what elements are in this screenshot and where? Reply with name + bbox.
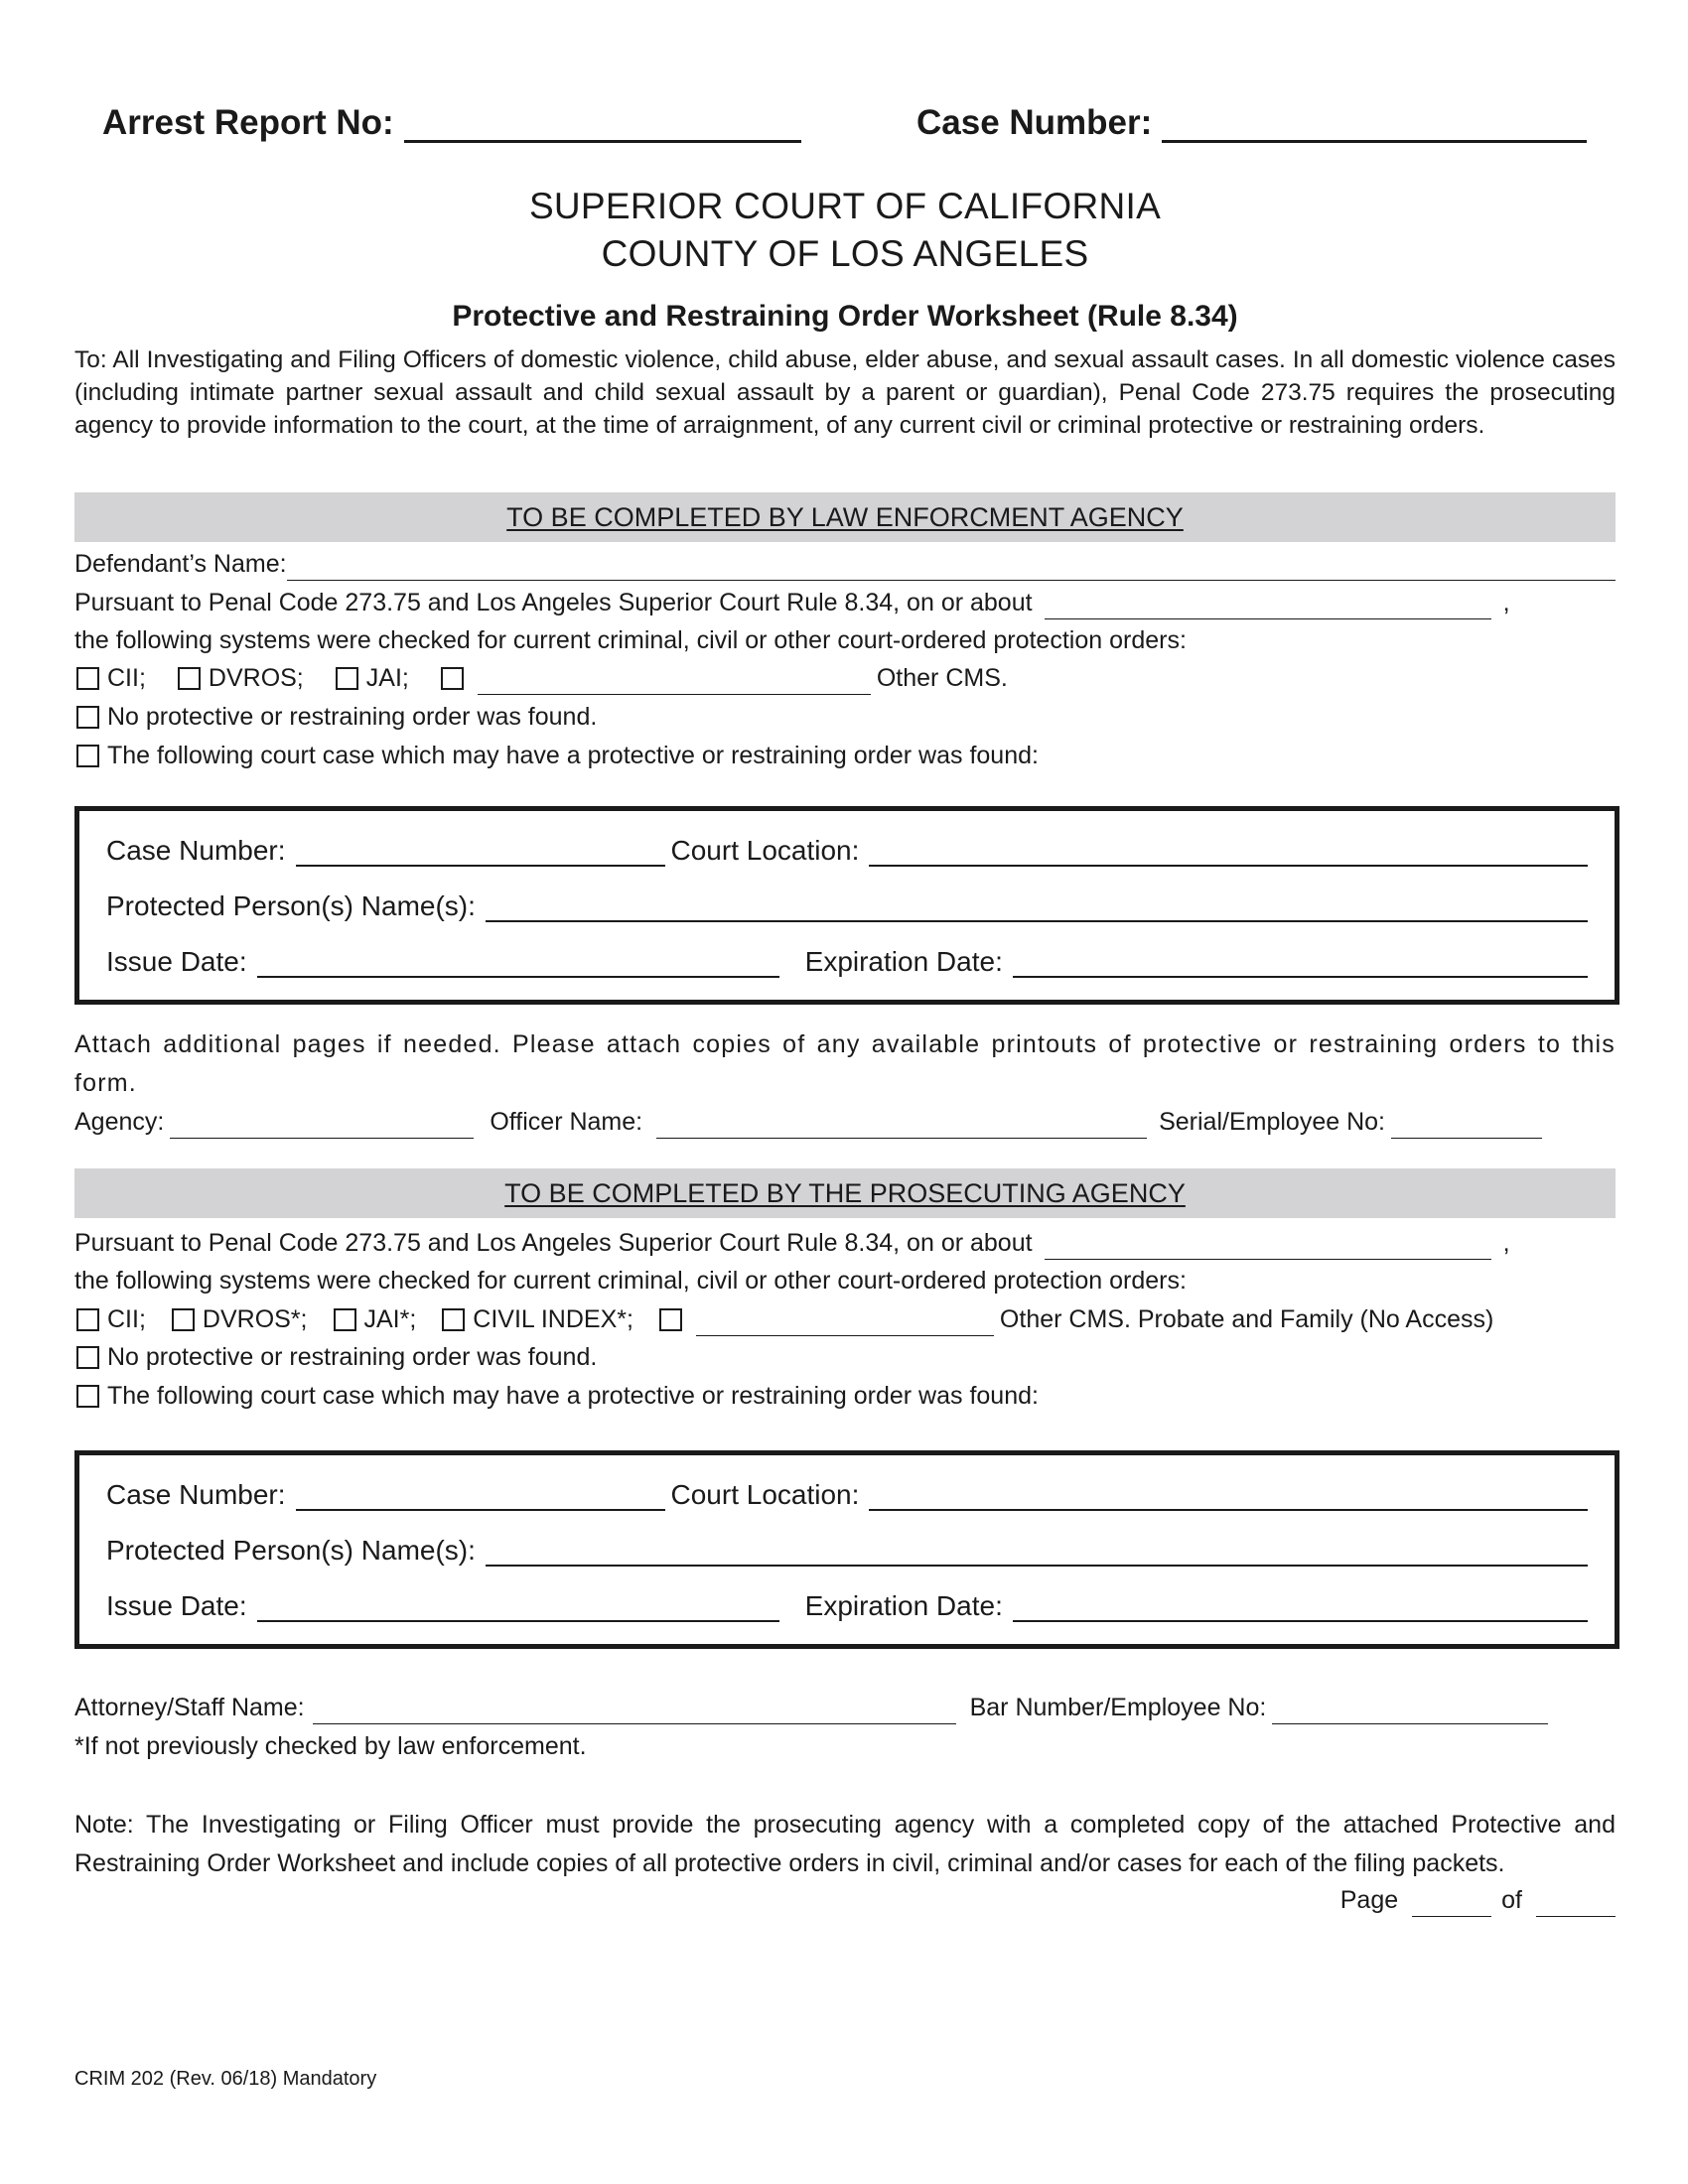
attorney-row [74,1692,1616,1724]
law-box-expiration-date-label: Expiration Date: [804,946,1003,977]
pros-pursuant-row [74,1227,1616,1260]
arrest-report-label: Arrest Report No: [102,103,394,142]
arrest-report-field[interactable] [102,103,801,143]
pros-no-order-row [74,1341,1616,1374]
law-other-checkbox[interactable] [441,667,464,690]
pros-civil-index-checkbox[interactable] [442,1308,465,1331]
law-other-label: Other CMS. [876,664,1008,692]
arrest-report-line[interactable] [404,104,801,143]
form-footer: CRIM 202 (Rev. 06/18) Mandatory [74,2068,377,2090]
law-cii-label: CII; [107,664,146,692]
law-no-order-checkbox[interactable] [76,706,99,729]
law-pursuant-text: Pursuant to Penal Code 273.75 and Los Angeles Superior Court Rule 8.34, on or about [74,589,1033,616]
law-box-issue-date-line[interactable] [257,946,779,978]
pros-box-issue-date-line[interactable] [257,1590,779,1622]
law-other-line[interactable] [478,668,871,695]
pros-box-case-number-line[interactable] [296,1479,665,1511]
pros-found-label: The following court case which may have a protective or restraining order was found: [107,1382,1039,1410]
law-enforcement-band [74,492,1616,542]
pros-box-expiration-date-label: Expiration Date: [804,1590,1003,1621]
officer-name-line[interactable] [656,1112,1147,1139]
law-box-court-location-line[interactable] [869,835,1588,867]
header-row [102,103,1588,147]
serial-line[interactable] [1391,1112,1542,1139]
page-number-line[interactable] [1412,1890,1491,1917]
pros-box-protected-label: Protected Person(s) Name(s): [106,1535,476,1566]
form-title: Protective and Restraining Order Worksheet (Rule 8.34) [452,300,1238,333]
law-found-checkbox[interactable] [76,745,99,767]
law-case-box [74,806,1619,1005]
pros-dvros-checkbox[interactable] [172,1308,195,1331]
pros-pursuant-text: Pursuant to Penal Code 273.75 and Los Angeles Superior Court Rule 8.34, on or about [74,1229,1033,1257]
pros-date-line[interactable] [1045,1233,1491,1260]
pros-other-label: Other CMS. Probate and Family (No Access) [999,1305,1494,1333]
law-box-row-1 [106,831,1588,867]
pros-case-box [74,1450,1619,1649]
law-box-protected-label: Protected Person(s) Name(s): [106,890,476,921]
law-pursuant-row [74,587,1616,619]
page-total-line[interactable] [1536,1890,1616,1917]
footnote: *If not previously checked by law enforcement. [74,1732,587,1760]
law-comma: , [1502,589,1510,616]
case-number-line[interactable] [1162,104,1587,143]
pros-dvros-label: DVROS*; [202,1305,308,1333]
law-box-protected-line[interactable] [486,890,1588,922]
law-jai-label: JAI; [365,664,409,692]
pros-box-row-2 [106,1531,1588,1567]
bar-number-label: Bar Number/Employee No: [969,1694,1267,1721]
law-jai-checkbox[interactable] [336,667,358,690]
pros-cii-checkbox[interactable] [76,1308,99,1331]
pros-box-row-3 [106,1586,1588,1622]
pros-box-protected-line[interactable] [486,1535,1588,1567]
law-enforcement-heading: TO BE COMPLETED BY LAW ENFORCMENT AGENCY [506,502,1184,532]
pros-no-order-label: No protective or restraining order was found. [107,1343,598,1371]
law-box-issue-date-label: Issue Date: [106,946,247,977]
defendant-name-label: Defendant’s Name: [74,550,287,578]
pros-found-row [74,1380,1616,1413]
pros-checkbox-row [74,1303,1616,1336]
law-dvros-label: DVROS; [208,664,304,692]
pros-box-court-location-label: Court Location: [670,1479,860,1510]
law-checkbox-row [74,662,1616,695]
law-cii-checkbox[interactable] [76,667,99,690]
intro-paragraph: To: All Investigating and Filing Officers of domestic violence, child abuse, elder abuse, and sexual assault cases. In all domestic violence cases (including intimate partner sexual assault and child sexual assault by a parent or guardian), Penal Code 273.75 requires the prosecuting agency to provide information to the court, at the time of arraignment, of any current civil or criminal protective or restraining orders. [74,346,1616,439]
pros-box-issue-date-label: Issue Date: [106,1590,247,1621]
attorney-line[interactable] [313,1698,956,1724]
pros-jai-checkbox[interactable] [334,1308,356,1331]
pros-systems-row: the following systems were checked for current criminal, civil or other court-ordered protection orders: [74,1267,1187,1295]
pros-civil-index-label: CIVIL INDEX*; [473,1305,633,1333]
law-box-case-number-line[interactable] [296,835,665,867]
law-box-row-3 [106,942,1588,978]
court-title: SUPERIOR COURT OF CALIFORNIA [528,186,1162,226]
defendant-name-line[interactable] [287,554,1616,581]
pros-box-court-location-line[interactable] [869,1479,1588,1511]
pros-comma: , [1502,1229,1510,1257]
law-box-row-2 [106,887,1588,922]
worksheet-page [74,0,1616,2184]
note-text: Note: The Investigating or Filing Officer must provide the prosecuting agency with a completed copy of the attached Protective and Restraining Order Worksheet and include copies of all protective orders in civil, criminal and/or cases for each of the filing packets. [74,1811,1616,1877]
law-found-label: The following court case which may have a protective or restraining order was found: [107,742,1039,769]
county-title: COUNTY OF LOS ANGELES [601,233,1089,274]
prosecuting-heading: TO BE COMPLETED BY THE PROSECUTING AGENCY [504,1178,1186,1208]
prosecuting-band [74,1168,1616,1218]
pros-box-expiration-date-line[interactable] [1013,1590,1588,1622]
bar-number-line[interactable] [1272,1698,1548,1724]
pros-jai-label: JAI*; [363,1305,417,1333]
agency-line[interactable] [170,1112,474,1139]
attach-paragraph: Attach additional pages if needed. Please attach copies of any available printouts of protective or restraining orders to this form. [74,1030,1616,1097]
of-label: of [1501,1886,1522,1914]
pros-found-checkbox[interactable] [76,1385,99,1408]
case-number-field[interactable] [916,103,1587,143]
pros-other-line[interactable] [696,1309,994,1336]
law-box-case-number-label: Case Number: [106,835,286,866]
pros-box-case-number-label: Case Number: [106,1479,286,1510]
page-label: Page [1339,1886,1399,1914]
law-found-row [74,740,1616,772]
pros-no-order-checkbox[interactable] [76,1346,99,1369]
law-no-order-row [74,701,1616,734]
defendant-name-row [74,548,1616,581]
page-count-row [1340,1884,1616,1917]
law-box-expiration-date-line[interactable] [1013,946,1588,978]
note-paragraph [74,1806,1616,1883]
agency-label: Agency: [74,1108,165,1136]
officer-row [74,1106,1616,1139]
case-number-label: Case Number: [916,103,1153,142]
officer-name-label: Officer Name: [490,1108,643,1136]
law-box-court-location-label: Court Location: [670,835,860,866]
attorney-label: Attorney/Staff Name: [74,1694,305,1721]
pros-cii-label: CII; [107,1305,146,1333]
serial-label: Serial/Employee No: [1159,1108,1385,1136]
law-systems-row: the following systems were checked for current criminal, civil or other court-ordered protection orders: [74,626,1187,654]
law-no-order-label: No protective or restraining order was found. [107,703,598,731]
law-date-line[interactable] [1045,593,1491,619]
pros-other-checkbox[interactable] [659,1308,682,1331]
pros-box-row-1 [106,1475,1588,1511]
law-dvros-checkbox[interactable] [178,667,201,690]
